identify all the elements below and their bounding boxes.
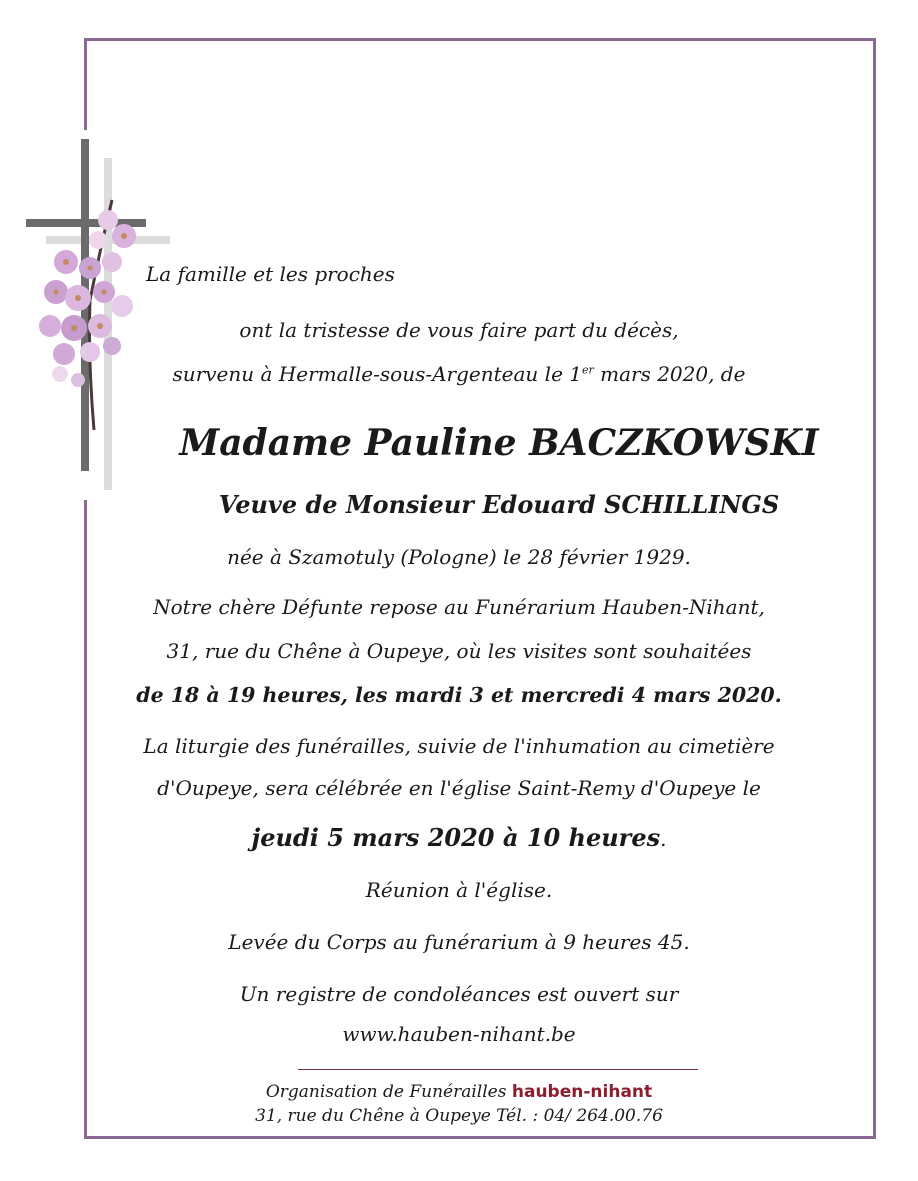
birth-info: née à Szamotuly (Pologne) le 28 février 1929. [227,545,691,569]
meeting-info: Réunion à l'église. [365,878,553,902]
widow-of: Veuve de Monsieur Edouard SCHILLINGS [218,490,780,519]
visit-hours: de 18 à 19 heures, les mardi 3 et mercredi 4 mars 2020. [136,683,782,707]
footer-label: Organisation de Funérailles [265,1082,507,1102]
rest-line-1: Notre chère Défunte repose au Funérarium Hauben-Nihant, [153,595,765,619]
intro-text: La famille et les proches [146,262,395,286]
funeral-date: jeudi 5 mars 2020 à 10 heures [251,823,661,852]
footer-address: 31, rue du Chêne à Oupeye Tél. : 04/ 264.00.76 [255,1106,663,1126]
funeral-line-2: d'Oupeye, sera célébrée en l'église Saint-Remy d'Oupeye le [157,776,761,800]
registry-line-1: Un registre de condoléances est ouvert sur [239,982,679,1006]
rest-line-2: 31, rue du Chêne à Oupeye, où les visites sont souhaitées [166,639,752,663]
levee-info: Levée du Corps au funérarium à 9 heures 45. [228,930,690,954]
announcement-line-2 [0,362,918,386]
registry-url[interactable]: www.hauben-nihant.be [342,1022,576,1046]
funeral-line-1: La liturgie des funérailles, suivie de l'inhumation au cimetière [143,734,775,758]
announcement-line-1: ont la tristesse de vous faire part du décès, [239,318,679,342]
brand-logo: hauben-nihant [511,1082,653,1102]
announcement-line-2-prefix: survenu à Hermalle-sous-Argenteau le 1 [172,362,582,386]
footer-divider [298,1069,698,1070]
footer-org-line [0,1082,918,1102]
funeral-date-line [0,823,918,852]
announcement-line-2-suffix: mars 2020, de [593,362,746,386]
page-frame [84,38,876,1139]
announcement-line-2-sup: er [581,363,594,377]
funeral-date-suffix: . [660,827,667,851]
deceased-name: Madame Pauline BACZKOWSKI [179,422,819,464]
